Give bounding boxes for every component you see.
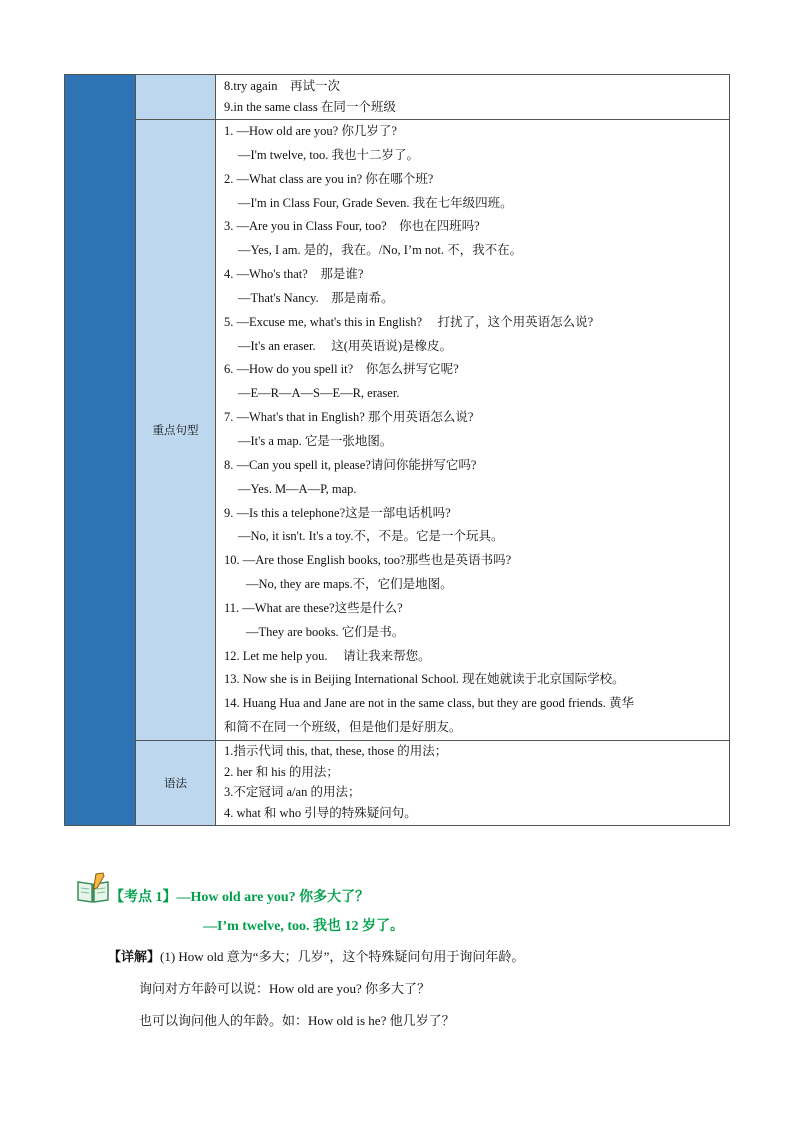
sentence-line: 5. —Excuse me, what's this in English? 打扰了，这个用英语怎么说? — [224, 314, 594, 329]
sentence-line: —It's a map. 它是一张地图。 — [238, 433, 393, 448]
grammar-line: 2. her 和 his 的用法； — [224, 764, 339, 779]
table-row — [65, 741, 730, 826]
sentence-line: —Yes, I am. 是的，我在。/No, I’m not. 不，我不在。 — [238, 243, 523, 258]
sentence-line: 2. —What class are you in? 你在哪个班? — [224, 171, 434, 186]
row-label: 重点句型 — [136, 120, 216, 741]
sentence-line: 11. —What are these?这些是什么? — [224, 600, 403, 615]
sentence-line: —I'm twelve, too. 我也十二岁了。 — [238, 147, 420, 162]
table-row — [65, 75, 730, 120]
sentence-line: 12. Let me help you. 请让我来帮您。 — [224, 648, 431, 663]
sentence-line: 8. —Can you spell it, please?请问你能拼写它吗? — [224, 457, 477, 472]
row-label: 语法 — [136, 741, 216, 826]
detail-line: 也可以询问他人的年龄。如：How old is he? 他几岁了？ — [139, 1013, 455, 1028]
detail-paragraph — [108, 946, 524, 965]
sentence-line: 13. Now she is in Beijing International School. 现在她就读于北京国际学校。 — [224, 672, 625, 687]
key-point-subtitle: —I’m twelve, too. 我也 12 岁了。 — [203, 919, 405, 934]
sentence-line: —That's Nancy. 那是南希。 — [238, 290, 394, 305]
detail-line: 询问对方年龄可以说：How old are you? 你多大了？ — [139, 981, 431, 996]
table-row — [65, 120, 730, 741]
summary-table — [64, 74, 730, 826]
grammar-line: 1.指示代词 this, that, these, those 的用法； — [224, 744, 448, 758]
phrase-line: 8.try again 再试一次 — [224, 79, 340, 93]
sentence-line: —No, it isn't. It's a toy.不，不是。它是一个玩具。 — [238, 529, 504, 544]
row-label — [136, 75, 216, 120]
detail-line: (1) How old 意为“多大；几岁”，这个特殊疑问句用于询问年龄。 — [160, 949, 525, 964]
sentence-line: 14. Huang Hua and Jane are not in the same class, but they are good friends. 黄华 — [224, 696, 634, 711]
sentence-line: 3. —Are you in Class Four, too? 你也在四班吗? — [224, 219, 480, 234]
sentence-line: 和简不在同一个班级，但是他们是好朋友。 — [224, 720, 462, 735]
sentence-cell — [216, 120, 730, 741]
sentence-line: 4. —Who's that? 那是谁? — [224, 267, 364, 282]
sentence-line: 10. —Are those English books, too?那些也是英语书吗? — [224, 553, 512, 568]
sentence-line: 9. —Is this a telephone?这是一部电话机吗? — [224, 505, 451, 520]
grammar-cell — [216, 741, 730, 826]
sentence-line: —E—R—A—S—E—R, eraser. — [238, 386, 400, 401]
sentence-line: —No, they are maps.不，它们是地图。 — [246, 577, 453, 592]
sentence-line: —They are books. 它们是书。 — [246, 624, 405, 639]
sentence-line: —It's an eraser. 这(用英语说)是橡皮。 — [238, 338, 453, 353]
key-point-title: 【考点 1】—How old are you? 你多大了？ — [110, 890, 370, 905]
sentence-line: —Yes. M—A—P, map. — [238, 481, 357, 496]
sentence-line: —I'm in Class Four, Grade Seven. 我在七年级四班。 — [238, 195, 513, 210]
phrase-line: 9.in the same class 在同一个班级 — [224, 100, 396, 114]
detail-tag: 【详解】 — [108, 949, 161, 964]
sentence-line: 6. —How do you spell it? 你怎么拼写它呢? — [224, 362, 459, 377]
sentence-line: 7. —What's that in English? 那个用英语怎么说? — [224, 410, 474, 425]
phrase-cell — [216, 75, 730, 120]
grammar-line: 4. what 和 who 引导的特殊疑问句。 — [224, 805, 417, 820]
category-column — [65, 75, 136, 826]
sentence-line: 1. —How old are you? 你几岁了? — [224, 124, 397, 138]
grammar-line: 3.不定冠词 a/an 的用法； — [224, 785, 361, 799]
